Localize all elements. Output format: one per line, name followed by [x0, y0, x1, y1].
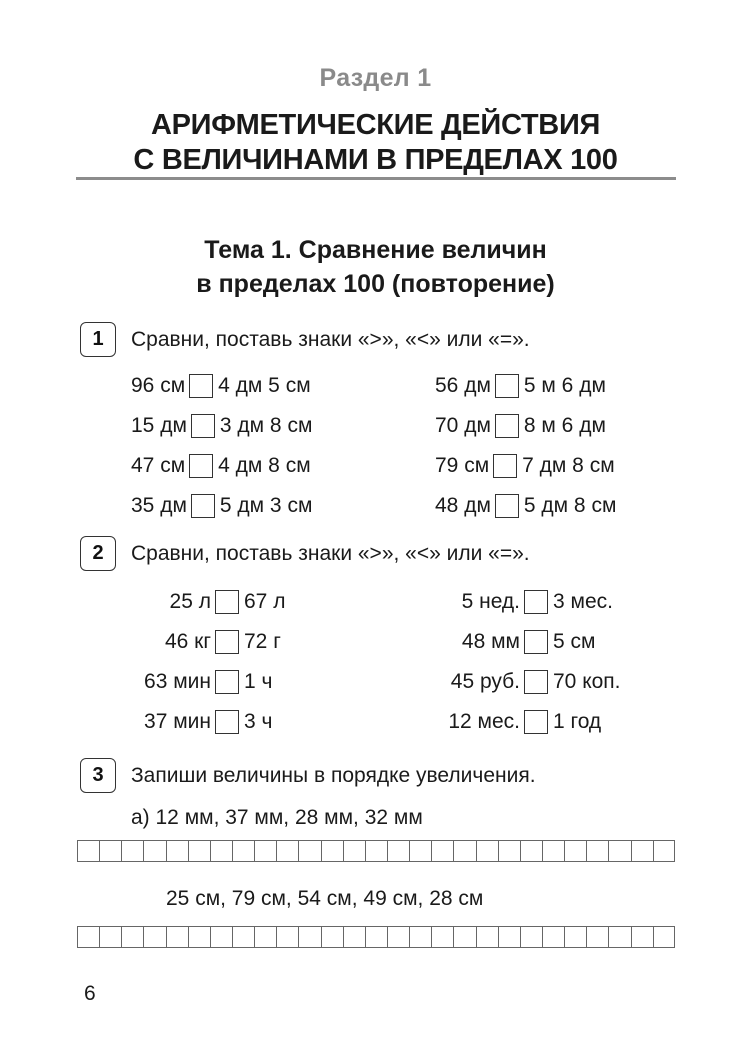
grid-cell[interactable] [653, 926, 675, 948]
grid-cell[interactable] [343, 926, 365, 948]
grid-cell[interactable] [409, 840, 431, 862]
grid-cell[interactable] [631, 840, 653, 862]
grid-cell[interactable] [608, 926, 630, 948]
topic-title-line-2: в пределах 100 (повторение) [196, 270, 555, 298]
grid-cell[interactable] [476, 926, 498, 948]
comparison-right-value: 4 дм 8 см [218, 454, 311, 477]
comparison-row [131, 492, 312, 520]
comparison-right-value: 7 дм 8 см [522, 454, 615, 477]
task-3-part-a: а) 12 мм, 37 мм, 28 мм, 32 мм [131, 806, 423, 829]
grid-cell[interactable] [520, 840, 542, 862]
grid-cell[interactable] [321, 926, 343, 948]
comparison-left-value: 70 дм [435, 414, 491, 437]
chapter-title-line-2: С ВЕЛИЧИНАМИ В ПРЕДЕЛАХ 100 [133, 144, 618, 176]
grid-cell[interactable] [77, 840, 99, 862]
page-number: 6 [84, 982, 96, 1005]
comparison-left-value: 5 нед. [461, 590, 520, 613]
grid-cell[interactable] [210, 840, 232, 862]
comparison-right-value: 67 л [244, 590, 286, 613]
task-1-number-badge: 1 [80, 322, 116, 357]
comparison-left-value: 96 см [131, 374, 186, 397]
comparison-answer-box[interactable] [189, 374, 213, 398]
comparison-row [435, 492, 616, 520]
comparison-row [131, 708, 285, 736]
grid-cell[interactable] [387, 926, 409, 948]
comparison-left-value: 15 дм [131, 414, 187, 437]
comparison-row [435, 412, 616, 440]
task-1-instruction: Сравни, поставь знаки «>», «<» или «=». [131, 328, 530, 351]
grid-cell[interactable] [564, 840, 586, 862]
comparison-left-value: 48 мм [461, 630, 520, 653]
grid-cell[interactable] [365, 840, 387, 862]
comparison-answer-box[interactable] [493, 454, 517, 478]
grid-cell[interactable] [188, 840, 210, 862]
comparison-answer-box[interactable] [524, 590, 548, 614]
grid-cell[interactable] [188, 926, 210, 948]
comparison-answer-box[interactable] [215, 630, 239, 654]
grid-cell[interactable] [631, 926, 653, 948]
grid-cell[interactable] [166, 840, 188, 862]
grid-cell[interactable] [365, 926, 387, 948]
comparison-answer-box[interactable] [524, 630, 548, 654]
comparison-right-value: 3 дм 8 см [219, 414, 313, 437]
comparison-answer-box[interactable] [191, 494, 215, 518]
task-2-instruction: Сравни, поставь знаки «>», «<» или «=». [131, 542, 530, 565]
comparison-row [131, 372, 312, 400]
grid-cell[interactable] [210, 926, 232, 948]
chapter-title-line-1: АРИФМЕТИЧЕСКИЕ ДЕЙСТВИЯ [150, 109, 601, 141]
task-3-instruction: Запиши величины в порядке увеличения. [131, 764, 536, 787]
comparison-left-value: 46 кг [164, 630, 211, 653]
topic-title [0, 233, 751, 301]
topic-title-line-1: Тема 1. Сравнение величин [204, 236, 547, 264]
task-2-left-column [131, 588, 285, 736]
grid-cell[interactable] [254, 926, 276, 948]
answer-grid-b[interactable] [77, 926, 675, 948]
grid-cell[interactable] [99, 926, 121, 948]
grid-cell[interactable] [387, 840, 409, 862]
comparison-left-value: 48 дм [435, 494, 491, 517]
comparison-row [435, 708, 621, 736]
grid-cell[interactable] [431, 926, 453, 948]
task-1-right-column [435, 372, 616, 520]
grid-cell[interactable] [276, 840, 298, 862]
header-divider [76, 177, 676, 180]
comparison-right-value: 1 год [553, 710, 602, 733]
grid-cell[interactable] [608, 840, 630, 862]
grid-cell[interactable] [542, 840, 564, 862]
task-1-left-column [131, 372, 312, 520]
task-2-number-badge: 2 [80, 536, 116, 571]
grid-cell[interactable] [453, 926, 475, 948]
comparison-answer-box[interactable] [191, 414, 215, 438]
grid-cell[interactable] [520, 926, 542, 948]
grid-cell[interactable] [453, 840, 475, 862]
grid-cell[interactable] [143, 840, 165, 862]
comparison-left-value: 47 см [131, 454, 186, 477]
grid-cell[interactable] [409, 926, 431, 948]
comparison-answer-box[interactable] [495, 494, 519, 518]
comparison-left-value: 56 дм [435, 374, 491, 397]
comparison-left-value: 37 мин [144, 710, 211, 733]
comparison-right-value: 1 ч [244, 670, 273, 693]
comparison-left-value: 45 руб. [450, 670, 520, 693]
grid-cell[interactable] [321, 840, 343, 862]
task-3-number-badge: 3 [80, 758, 116, 793]
comparison-right-value: 3 мес. [553, 590, 613, 613]
comparison-row [435, 452, 616, 480]
grid-cell[interactable] [254, 840, 276, 862]
comparison-left-value: 63 мин [144, 670, 211, 693]
comparison-answer-box[interactable] [189, 454, 213, 478]
grid-cell[interactable] [232, 840, 254, 862]
comparison-row [131, 668, 285, 696]
comparison-answer-box[interactable] [215, 710, 239, 734]
comparison-answer-box[interactable] [524, 670, 548, 694]
comparison-row [131, 588, 285, 616]
grid-cell[interactable] [232, 926, 254, 948]
grid-cell[interactable] [276, 926, 298, 948]
comparison-row [131, 628, 285, 656]
comparison-row [131, 412, 312, 440]
section-label: Раздел 1 [319, 64, 432, 92]
comparison-left-value: 79 см [435, 454, 490, 477]
comparison-right-value: 5 м 6 дм [523, 374, 606, 397]
grid-cell[interactable] [431, 840, 453, 862]
grid-cell[interactable] [653, 840, 675, 862]
comparison-row [435, 668, 621, 696]
comparison-right-value: 72 г [244, 630, 281, 653]
comparison-right-value: 8 м 6 дм [523, 414, 606, 437]
comparison-row [435, 372, 616, 400]
grid-cell[interactable] [143, 926, 165, 948]
comparison-answer-box[interactable] [524, 710, 548, 734]
comparison-answer-box[interactable] [215, 590, 239, 614]
comparison-answer-box[interactable] [495, 374, 519, 398]
grid-cell[interactable] [586, 926, 608, 948]
comparison-left-value: 12 мес. [448, 710, 520, 733]
comparison-answer-box[interactable] [215, 670, 239, 694]
grid-cell[interactable] [343, 840, 365, 862]
grid-cell[interactable] [498, 840, 520, 862]
grid-cell[interactable] [166, 926, 188, 948]
comparison-row [435, 628, 621, 656]
comparison-right-value: 3 ч [244, 710, 273, 733]
grid-cell[interactable] [121, 840, 143, 862]
task-2-right-column [435, 588, 621, 736]
task-3-part-b: 25 см, 79 см, 54 см, 49 см, 28 см [166, 887, 484, 910]
comparison-row [131, 452, 312, 480]
comparison-right-value: 5 дм 8 см [523, 494, 617, 517]
comparison-right-value: 70 коп. [553, 670, 621, 693]
comparison-right-value: 4 дм 5 см [218, 374, 311, 397]
comparison-right-value: 5 см [553, 630, 596, 653]
answer-grid-a[interactable] [77, 840, 675, 862]
grid-cell[interactable] [298, 840, 320, 862]
grid-cell[interactable] [99, 840, 121, 862]
comparison-right-value: 5 дм 3 см [219, 494, 313, 517]
grid-cell[interactable] [298, 926, 320, 948]
comparison-left-value: 35 дм [131, 494, 187, 517]
grid-cell[interactable] [77, 926, 99, 948]
chapter-title [0, 108, 751, 178]
grid-cell[interactable] [564, 926, 586, 948]
comparison-left-value: 25 л [169, 590, 211, 613]
grid-cell[interactable] [121, 926, 143, 948]
grid-cell[interactable] [542, 926, 564, 948]
grid-cell[interactable] [476, 840, 498, 862]
comparison-row [435, 588, 621, 616]
comparison-answer-box[interactable] [495, 414, 519, 438]
grid-cell[interactable] [586, 840, 608, 862]
grid-cell[interactable] [498, 926, 520, 948]
